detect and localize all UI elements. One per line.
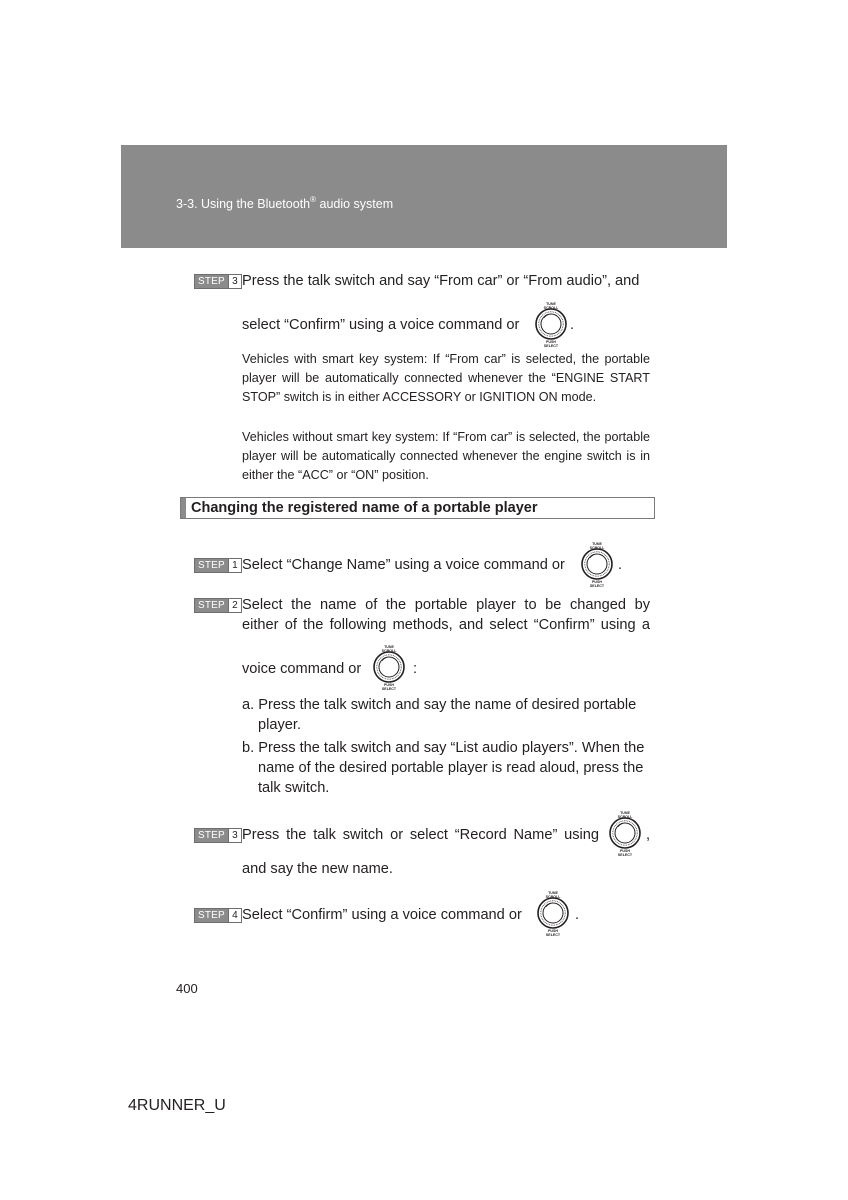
step-2-instruction-line2: either of the following methods, and select “Confirm” using a [242, 617, 650, 633]
method-b-line2: name of the desired portable player is read aloud, press the [258, 760, 644, 776]
step-4-badge [194, 908, 242, 923]
tune-scroll-knob-icon [369, 643, 409, 691]
step-1-period: . [618, 557, 623, 573]
section-header-band [121, 145, 727, 248]
section-title [176, 197, 393, 211]
step-badge-number: 3 [228, 275, 241, 288]
step-4-instruction: Select “Confirm” using a voice command or [242, 907, 522, 923]
method-a-line2: player. [258, 717, 301, 733]
step-1-badge [194, 558, 242, 573]
step-3-record-line2: and say the new name. [242, 861, 393, 877]
section-title-suffix: audio system [316, 197, 394, 211]
section-heading-bar [181, 498, 186, 518]
step-badge-number: 4 [228, 909, 241, 922]
step-badge-number: 2 [228, 599, 241, 612]
step-3-badge [194, 828, 242, 843]
section-heading [180, 497, 655, 519]
step-badge-label: STEP [195, 829, 228, 842]
page-number: 400 [176, 981, 198, 996]
step-3-record-comma: , [646, 827, 651, 843]
method-a-line1: a. Press the talk switch and say the name of desired portable [242, 697, 637, 713]
step-3-badge [194, 274, 242, 289]
tune-scroll-knob-icon [577, 540, 617, 588]
step-4-period: . [575, 907, 580, 923]
no-smart-key-note: Vehicles without smart key system: If “From car” is selected, the portable player will be automatically connected whenever the engine switch is in either the “ACC” or “ON” position. [242, 430, 650, 482]
step-2-colon: : [413, 661, 418, 677]
step-badge-label: STEP [195, 559, 228, 572]
step-1-instruction: Select “Change Name” using a voice command or [242, 557, 565, 573]
tune-scroll-knob-icon [531, 300, 571, 348]
step-badge-number: 1 [228, 559, 241, 572]
step-2-instruction-line1: Select the name of the portable player to be changed by [242, 597, 650, 613]
smart-key-note: Vehicles with smart key system: If “From car” is selected, the portable player will be automatically connected whenever the “ENGINE START STOP” switch is in either ACCESSORY or IGNITION ON mode. [242, 352, 650, 404]
section-title-prefix: 3-3. Using the Bluetooth [176, 197, 311, 211]
step-3-record-line1: Press the talk switch or select “Record Name” using [242, 827, 599, 843]
tune-scroll-knob-icon [533, 889, 573, 937]
step-3-instruction-line1: Press the talk switch and say “From car” or “From audio”, and [242, 273, 640, 289]
step-2-badge [194, 598, 242, 613]
footer-model-code: 4RUNNER_U [128, 1097, 226, 1114]
step-badge-label: STEP [195, 275, 228, 288]
step-3-instruction-period: . [570, 317, 575, 333]
tune-scroll-knob-icon [605, 809, 645, 857]
step-badge-number: 3 [228, 829, 241, 842]
method-b-line3: talk switch. [258, 780, 330, 796]
method-b-line1: b. Press the talk switch and say “List audio players”. When the [242, 740, 645, 756]
step-badge-label: STEP [195, 599, 228, 612]
step-2-instruction-line3: voice command or [242, 661, 362, 677]
section-heading-text: Changing the registered name of a portable player [191, 500, 538, 516]
registered-mark: ® [310, 195, 317, 204]
step-badge-label: STEP [195, 909, 228, 922]
step-3-instruction-line2: select “Confirm” using a voice command or [242, 317, 520, 333]
